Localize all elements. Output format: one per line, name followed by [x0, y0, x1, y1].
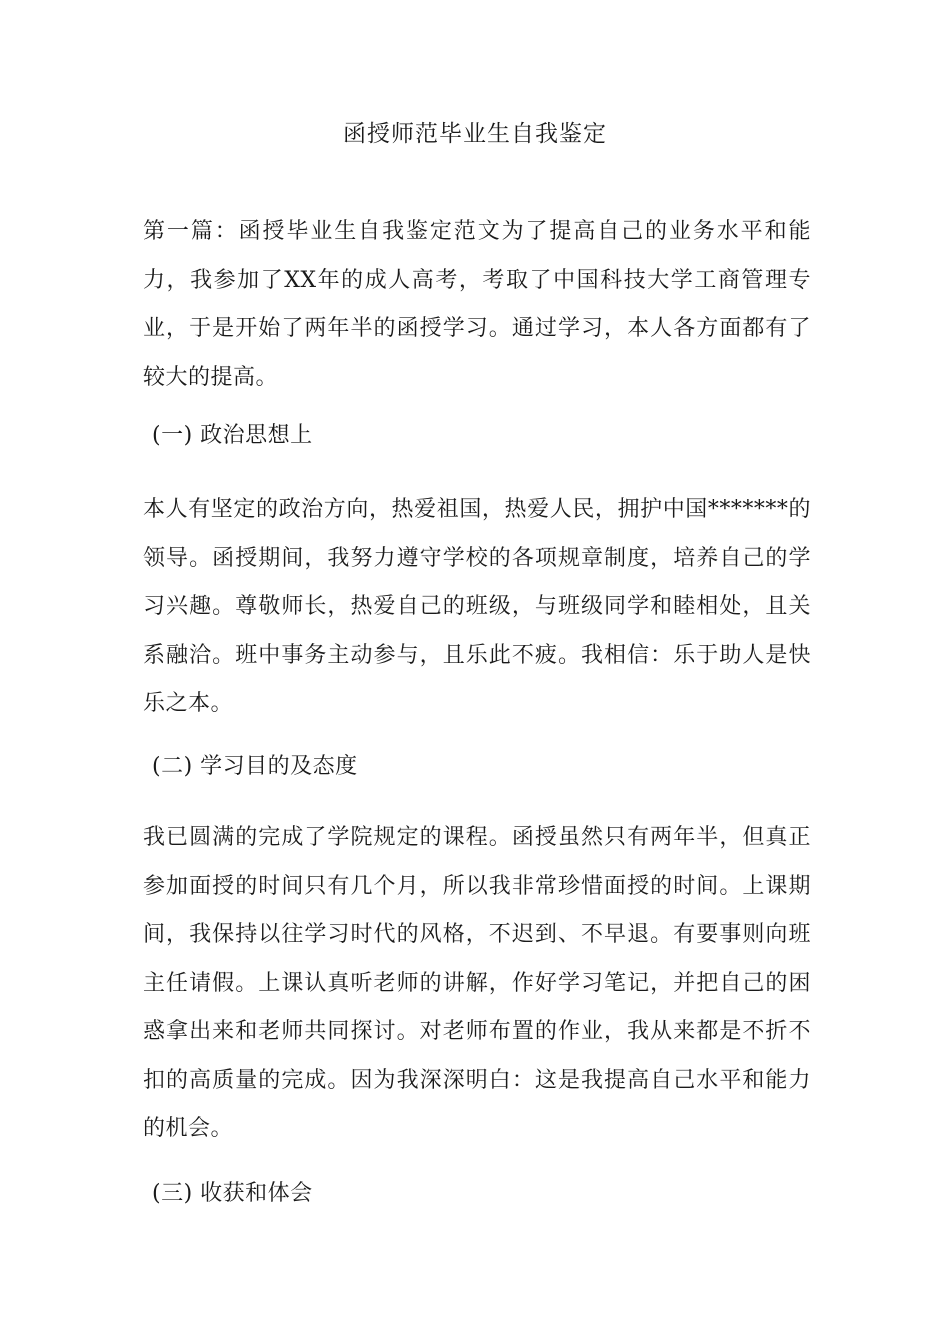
paragraph-study: 我已圆满的完成了学院规定的课程。函授虽然只有两年半，但真正参加面授的时间只有几个月，所以我非常珍惜面授的时间。上课期间，我保持以往学习时代的风格，不迟到、不早退。有要事则向班主任请假。上课认真听老师的讲解，作好学习笔记，并把自己的困惑拿出来和老师共同探讨。对老师布置的作业，我从来都是不折不扣的高质量的完成。因为我深深明白：这是我提高自己水平和能力的机会。 — [143, 825, 811, 1141]
paragraph-intro: 第一篇：函授毕业生自我鉴定范文为了提高自己的业务水平和能力，我参加了XX年的成人高考，考取了中国科技大学工商管理专业，于是开始了两年半的函授学习。通过学习，本人各方面都有了较大的提高。 — [143, 219, 811, 390]
document-title: 函授师范毕业生自我鉴定 — [343, 121, 607, 147]
section-heading-study: (二) 学习目的及态度 — [152, 754, 358, 779]
section-heading-gains: (三) 收获和体会 — [152, 1181, 313, 1206]
section-heading-politics: (一) 政治思想上 — [152, 423, 313, 448]
paragraph-politics: 本人有坚定的政治方向，热爱祖国，热爱人民，拥护中国*******的领导。函授期间，我努力遵守学校的各项规章制度，培养自己的学习兴趣。尊敬师长，热爱自己的班级，与班级同学和睦相处，且关系融洽。班中事务主动参与，且乐此不疲。我相信：乐于助人是快乐之本。 — [143, 497, 811, 716]
